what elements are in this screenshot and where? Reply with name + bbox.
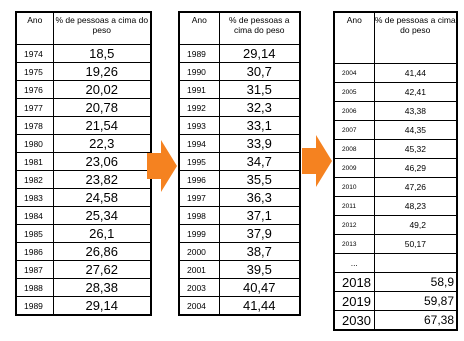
table-row — [16, 153, 151, 171]
value-cell: 33,9 — [219, 135, 300, 153]
year-cell: 1997 — [179, 189, 219, 207]
year-cell: 2001 — [179, 261, 219, 279]
arrow-right-icon — [302, 135, 332, 187]
value-cell: 47,26 — [374, 178, 457, 197]
year-cell: 1989 — [179, 45, 219, 63]
table-row — [334, 197, 457, 216]
table-row — [179, 117, 300, 135]
year-cell: 1976 — [16, 81, 53, 99]
table-row — [179, 153, 300, 171]
value-cell: 37,1 — [219, 207, 300, 225]
table-row — [179, 297, 300, 316]
value-cell: 49,2 — [374, 216, 457, 235]
value-cell: 23,82 — [53, 171, 151, 189]
table-row — [179, 171, 300, 189]
value-cell: 59,87 — [374, 292, 457, 311]
year-cell: 1996 — [179, 171, 219, 189]
table-row — [16, 225, 151, 243]
year-cell: 1988 — [16, 279, 53, 297]
value-cell: 29,14 — [53, 297, 151, 316]
table-row — [179, 261, 300, 279]
year-cell: 2004 — [334, 64, 374, 83]
table-row — [334, 178, 457, 197]
value-cell: 44,35 — [374, 121, 457, 140]
arrow-right-icon — [147, 140, 177, 192]
table-row — [16, 207, 151, 225]
year-cell: 2011 — [334, 197, 374, 216]
table-row — [16, 117, 151, 135]
year-cell: 2013 — [334, 235, 374, 254]
table-row — [334, 140, 457, 159]
table-row — [179, 189, 300, 207]
year-cell: 1986 — [16, 243, 53, 261]
table-row — [16, 81, 151, 99]
table-row — [16, 99, 151, 117]
col-header-year: Ano — [179, 12, 219, 45]
value-cell: 36,3 — [219, 189, 300, 207]
year-cell: 1984 — [16, 207, 53, 225]
year-cell: 1977 — [16, 99, 53, 117]
value-cell: 24,58 — [53, 189, 151, 207]
year-cell: 1978 — [16, 117, 53, 135]
year-cell: 2003 — [179, 279, 219, 297]
empty-cell — [374, 254, 457, 273]
table-row — [179, 81, 300, 99]
year-cell: 1995 — [179, 153, 219, 171]
table-row — [179, 207, 300, 225]
value-cell: 41,44 — [219, 297, 300, 316]
year-cell: 2004 — [179, 297, 219, 316]
year-cell: 2010 — [334, 178, 374, 197]
table-row — [334, 311, 457, 331]
value-cell: 41,44 — [374, 64, 457, 83]
value-cell: 22,3 — [53, 135, 151, 153]
year-cell: 2006 — [334, 102, 374, 121]
year-cell: 1994 — [179, 135, 219, 153]
value-cell: 25,34 — [53, 207, 151, 225]
table-row — [16, 63, 151, 81]
year-cell: 2019 — [334, 292, 374, 311]
table-row — [334, 102, 457, 121]
table-row — [16, 45, 151, 63]
year-cell: 1993 — [179, 117, 219, 135]
table-row — [16, 189, 151, 207]
year-cell: 1982 — [16, 171, 53, 189]
year-cell: 1987 — [16, 261, 53, 279]
year-cell: 1980 — [16, 135, 53, 153]
year-cell: 2018 — [334, 273, 374, 292]
value-cell: 29,14 — [219, 45, 300, 63]
year-cell: 2008 — [334, 140, 374, 159]
value-cell: 20,02 — [53, 81, 151, 99]
value-cell: 23,06 — [53, 153, 151, 171]
table-row — [179, 45, 300, 63]
col-header-year: Ano — [334, 12, 374, 64]
ellipsis-row — [334, 254, 457, 273]
year-cell: 1981 — [16, 153, 53, 171]
table-row — [179, 135, 300, 153]
table-row — [334, 292, 457, 311]
value-cell: 30,7 — [219, 63, 300, 81]
value-cell: 33,1 — [219, 117, 300, 135]
year-cell: 1999 — [179, 225, 219, 243]
value-cell: 38,7 — [219, 243, 300, 261]
table-row — [334, 273, 457, 292]
value-cell: 35,5 — [219, 171, 300, 189]
table-row — [179, 99, 300, 117]
table-row — [16, 261, 151, 279]
table-1974-1989 — [15, 11, 152, 316]
year-cell: 1998 — [179, 207, 219, 225]
value-cell: 43,38 — [374, 102, 457, 121]
value-cell: 50,17 — [374, 235, 457, 254]
table-row — [16, 297, 151, 316]
value-cell: 45,32 — [374, 140, 457, 159]
table-row — [334, 83, 457, 102]
value-cell: 32,3 — [219, 99, 300, 117]
value-cell: 26,86 — [53, 243, 151, 261]
value-cell: 28,38 — [53, 279, 151, 297]
value-cell: 26,1 — [53, 225, 151, 243]
table-row — [334, 121, 457, 140]
year-cell: 2005 — [334, 83, 374, 102]
col-header-year: Ano — [16, 12, 53, 45]
year-cell: 1975 — [16, 63, 53, 81]
table-row — [179, 279, 300, 297]
ellipsis-cell: ... — [334, 254, 374, 273]
table-row — [179, 63, 300, 81]
value-cell: 67,38 — [374, 311, 457, 331]
col-header-value: % de pessoas a cima do peso — [219, 12, 300, 45]
value-cell: 40,47 — [219, 279, 300, 297]
value-cell: 58,9 — [374, 273, 457, 292]
col-header-value: % de pessoas a cima do peso — [53, 12, 151, 45]
year-cell: 1989 — [16, 297, 53, 316]
value-cell: 20,78 — [53, 99, 151, 117]
value-cell: 37,9 — [219, 225, 300, 243]
value-cell: 18,5 — [53, 45, 151, 63]
year-cell: 2012 — [334, 216, 374, 235]
table-2004-2030 — [333, 11, 458, 331]
value-cell: 31,5 — [219, 81, 300, 99]
year-cell: 1990 — [179, 63, 219, 81]
value-cell: 34,7 — [219, 153, 300, 171]
year-cell: 2000 — [179, 243, 219, 261]
table-row — [179, 243, 300, 261]
value-cell: 21,54 — [53, 117, 151, 135]
table-row — [334, 216, 457, 235]
year-cell: 2009 — [334, 159, 374, 178]
year-cell: 2007 — [334, 121, 374, 140]
table-row — [179, 225, 300, 243]
table-row — [16, 135, 151, 153]
year-cell: 1983 — [16, 189, 53, 207]
value-cell: 19,26 — [53, 63, 151, 81]
year-cell: 1974 — [16, 45, 53, 63]
value-cell: 42,41 — [374, 83, 457, 102]
col-header-value: % de pessoas a cima do peso — [374, 12, 457, 64]
table-1989-2004 — [178, 11, 301, 316]
table-row — [334, 235, 457, 254]
year-cell: 2030 — [334, 311, 374, 331]
table-row — [334, 64, 457, 83]
table-row — [16, 243, 151, 261]
year-cell: 1985 — [16, 225, 53, 243]
value-cell: 27,62 — [53, 261, 151, 279]
table-row — [334, 159, 457, 178]
table-row — [16, 279, 151, 297]
year-cell: 1991 — [179, 81, 219, 99]
value-cell: 48,23 — [374, 197, 457, 216]
table-row — [16, 171, 151, 189]
value-cell: 46,29 — [374, 159, 457, 178]
value-cell: 39,5 — [219, 261, 300, 279]
year-cell: 1992 — [179, 99, 219, 117]
